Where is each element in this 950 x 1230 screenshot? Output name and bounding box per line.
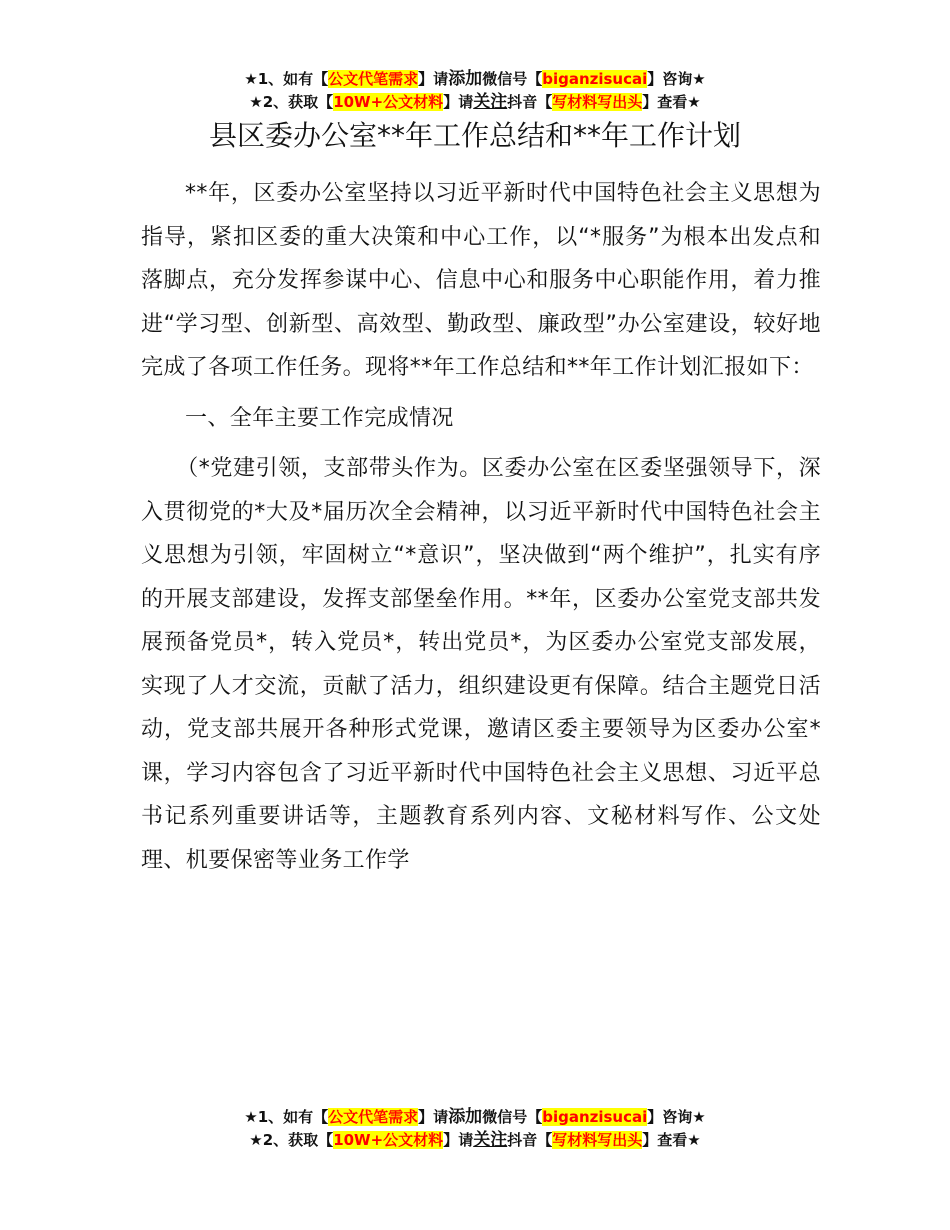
banner-emphasis: 添加 xyxy=(448,1107,483,1127)
banner-text: ★2、获取【 xyxy=(249,1131,334,1149)
banner-emphasis: 关注 xyxy=(473,92,508,112)
banner-wechat-id: biganzisucai xyxy=(542,70,648,88)
banner-highlight: 10W+公文材料 xyxy=(333,1131,444,1149)
document-body xyxy=(141,172,821,889)
body-paragraph: （*党建引领，支部带头作为。区委办公室在区委坚强领导下，深入贯彻党的*大及*届历次全会精神，以习近平新时代中国特色社会主义思想为引领，牢固树立“*意识”，坚决做到“两个维护”，扎实有序的开展支部建设，发挥支部堡垒作用。**年，区委办公室党支部共发展预备党员*，转入党员*，转出党员*，为区委办公室党支部发展，实现了人才交流，贡献了活力，组织建设更有保障。结合主题党日活动，党支部共展开各种形式党课，邀请区委主要领导为区委办公室*课，学习内容包含了习近平新时代中国特色社会主义思想、习近平总书记系列重要讲话等，主题教育系列内容、文秘材料写作、公文处理、机要保密等业务工作学 xyxy=(141,456,821,873)
banner-line-1 xyxy=(0,1106,950,1129)
banner-highlight: 公文代笔需求 xyxy=(328,1108,419,1126)
banner-text: ★1、如有【 xyxy=(244,70,329,88)
banner-text: 】请 xyxy=(443,93,474,111)
banner-line-2 xyxy=(0,1129,950,1152)
banner-text: 】查看★ xyxy=(642,93,701,111)
banner-text: ★1、如有【 xyxy=(244,1108,329,1126)
banner-line-2 xyxy=(0,91,950,114)
banner-line-1 xyxy=(0,68,950,91)
intro-paragraph: **年，区委办公室坚持以习近平新时代中国特色社会主义思想为指导，紧扣区委的重大决策和中心工作，以“*服务”为根本出发点和落脚点，充分发挥参谋中心、信息中心和服务中心职能作用，着力推进“学习型、创新型、高效型、勤政型、廉政型”办公室建设，较好地完成了各项工作任务。现将**年工作总结和**年工作计划汇报如下： xyxy=(141,181,821,380)
banner-text: 微信号【 xyxy=(482,70,543,88)
banner-douyin-id: 写材料写出头 xyxy=(552,93,643,111)
banner-text: 抖音【 xyxy=(507,1131,553,1149)
banner-text: 】咨询★ xyxy=(647,1108,706,1126)
banner-text: ★2、获取【 xyxy=(249,93,334,111)
banner-text: 】咨询★ xyxy=(647,70,706,88)
banner-emphasis: 关注 xyxy=(473,1130,508,1150)
banner-text: 】请 xyxy=(418,1108,449,1126)
banner-text: 】查看★ xyxy=(642,1131,701,1149)
banner-emphasis: 添加 xyxy=(448,69,483,89)
header-banner xyxy=(0,68,950,114)
banner-highlight: 公文代笔需求 xyxy=(328,70,419,88)
section-heading: 一、全年主要工作完成情况 xyxy=(185,405,454,431)
banner-text: 】请 xyxy=(418,70,449,88)
banner-wechat-id: biganzisucai xyxy=(542,1108,648,1126)
banner-text: 微信号【 xyxy=(482,1108,543,1126)
banner-douyin-id: 写材料写出头 xyxy=(552,1131,643,1149)
banner-highlight: 10W+公文材料 xyxy=(333,93,444,111)
footer-banner xyxy=(0,1106,950,1152)
document-title: 县区委办公室**年工作总结和**年工作计划 xyxy=(208,119,741,152)
banner-text: 抖音【 xyxy=(507,93,553,111)
banner-text: 】请 xyxy=(443,1131,474,1149)
